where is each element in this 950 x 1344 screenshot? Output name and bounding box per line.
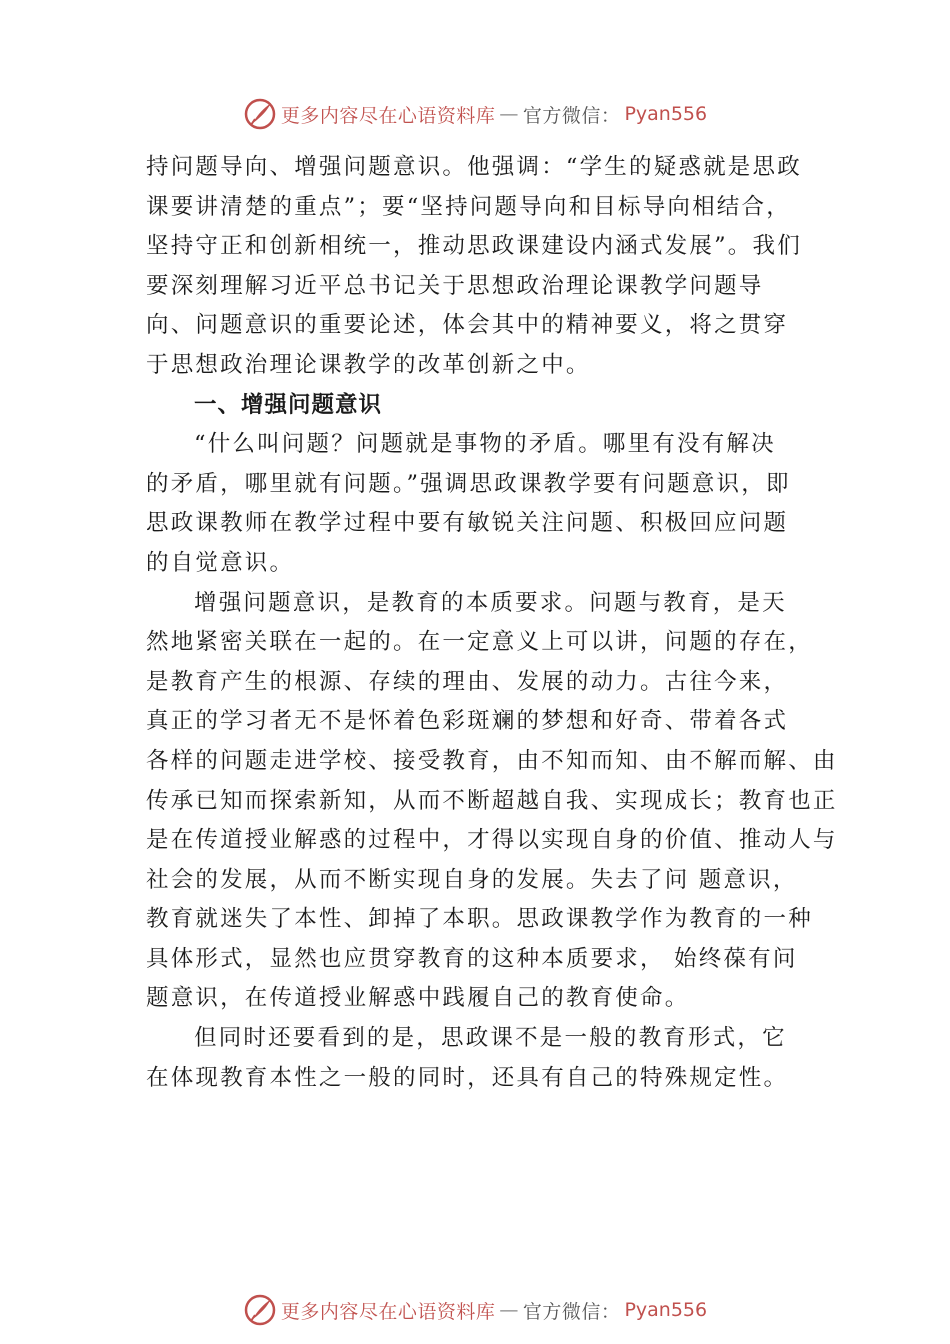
text-line: 教育就迷失了本性、卸掉了本职。思政课教学作为教育的一种 (146, 906, 813, 933)
watermark-site-text: 更多内容尽在心语资料库 (280, 104, 496, 127)
text-line: 各样的问题走进学校、接受教育，由不知而知、由不解而解、由 (146, 747, 838, 774)
watermark-wechat-id: Pyan556 (624, 103, 708, 125)
text-line: 题意识，在传道授业解惑中践履自己的教育使命。 (146, 985, 690, 1012)
text-line: 在体现教育本性之一般的同时，还具有自己的特殊规定性。 (146, 1064, 789, 1091)
text-line: 然地紧密关联在一起的。在一定意义上可以讲，问题的存在， (146, 629, 813, 656)
text-line: 课要讲清楚的重点”；要“坚持问题导向和目标导向相结合， (146, 193, 791, 220)
watermark-site-text: 更多内容尽在心语资料库 (280, 1300, 496, 1323)
section-heading: 一、增强问题意识 (194, 391, 383, 418)
text-line: 是在传道授业解惑的过程中，才得以实现自身的价值、推动人与 (146, 827, 838, 854)
watermark-separator: — (499, 103, 519, 125)
watermark-separator: — (499, 1299, 519, 1321)
text-line: 传承已知而探索新知，从而不断超越自我、实现成长；教育也正 (146, 787, 838, 814)
watermark-wechat-id: Pyan556 (624, 1299, 708, 1321)
quill-logo-icon (243, 1293, 277, 1327)
document-body (146, 148, 836, 1098)
text-line: 向、问题意识的重要论述，体会其中的精神要义，将之贯穿 (146, 312, 789, 339)
footer-watermark (0, 1290, 950, 1330)
header-watermark (0, 94, 950, 134)
text-line: 要深刻理解习近平总书记关于思想政治理论课教学问题导 (146, 272, 764, 299)
text-line: 持问题导向、增强问题意识。他强调：“学生的疑惑就是思政 (146, 154, 802, 180)
text-line: 于思想政治理论课教学的改革创新之中。 (146, 351, 591, 378)
text-line: 坚持守正和创新相统一，推动思政课建设内涵式发展”。我们 (146, 233, 802, 260)
text-line: 思政课教师在教学过程中要有敏锐关注问题、积极回应问题 (146, 510, 789, 537)
text-line: 但同时还要看到的是，思政课不是一般的教育形式，它 (194, 1025, 787, 1052)
text-line: 增强问题意识，是教育的本质要求。问题与教育，是天 (194, 589, 787, 616)
text-line: 真正的学习者无不是怀着色彩斑斓的梦想和好奇、带着各式 (146, 708, 789, 735)
watermark-label: 官方微信： (522, 1300, 621, 1323)
quill-logo-icon (243, 97, 277, 131)
text-line: 是教育产生的根源、存续的理由、发展的动力。古往今来， (146, 668, 789, 695)
text-line: 的矛盾，哪里就有问题。”强调思政课教学要有问题意识，即 (146, 470, 791, 497)
text-line: 社会的发展，从而不断实现自身的发展。失去了问 题意识， (146, 866, 798, 893)
text-line: “什么叫问题？问题就是事物的矛盾。哪里有没有解决 (194, 431, 776, 458)
text-line: 具体形式，显然也应贯穿教育的这种本质要求， 始终葆有问 (146, 945, 798, 972)
watermark-label: 官方微信： (522, 104, 621, 127)
text-line: 的自觉意识。 (146, 549, 295, 576)
